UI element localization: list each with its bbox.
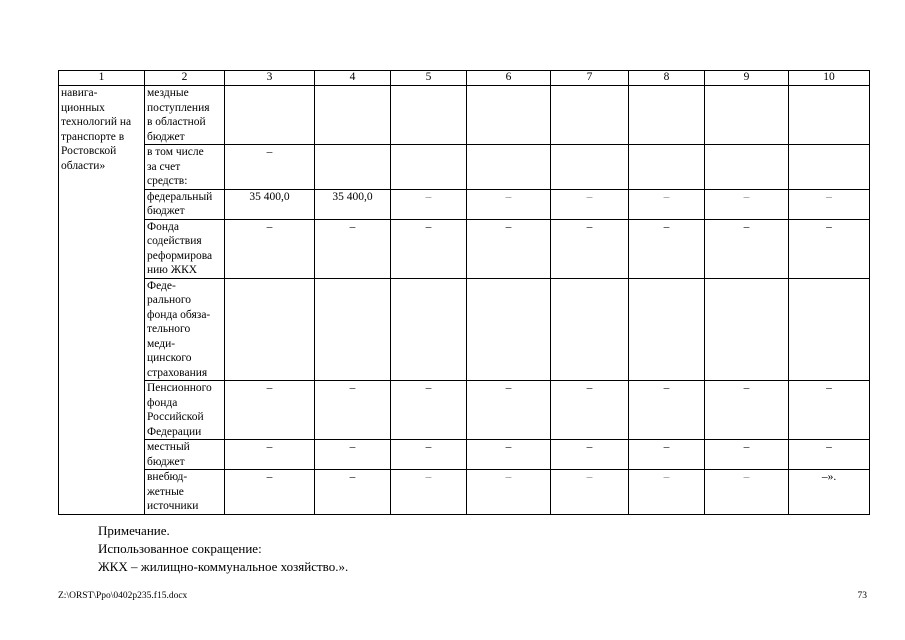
value-cell: – — [629, 381, 705, 440]
value-cell — [467, 86, 551, 145]
value-cell: – — [629, 440, 705, 470]
table-row — [59, 189, 870, 219]
table-row — [59, 381, 870, 440]
value-cell — [225, 86, 315, 145]
value-cell: – — [391, 470, 467, 515]
table-body — [59, 86, 870, 515]
value-cell: – — [551, 189, 629, 219]
value-cell: – — [391, 381, 467, 440]
value-cell: – — [467, 440, 551, 470]
col-header: 5 — [391, 71, 467, 86]
funding-source-label: Фонда содействия реформирова нию ЖКХ — [145, 219, 225, 278]
funding-source-label: мездные поступления в областной бюджет — [145, 86, 225, 145]
funding-source-label: федеральный бюджет — [145, 189, 225, 219]
value-cell: – — [705, 189, 789, 219]
value-cell — [391, 145, 467, 190]
value-cell: – — [467, 189, 551, 219]
value-cell: – — [789, 440, 870, 470]
note-title: Примечание. — [98, 523, 170, 538]
value-cell: – — [467, 381, 551, 440]
col-header: 8 — [629, 71, 705, 86]
value-cell: 35 400,0 — [315, 189, 391, 219]
table-row — [59, 440, 870, 470]
value-cell — [551, 86, 629, 145]
col-header: 9 — [705, 71, 789, 86]
value-cell: – — [629, 470, 705, 515]
value-cell — [315, 145, 391, 190]
footer-file-path: Z:\ORST\Ppo\0402p235.f15.docx — [58, 591, 188, 601]
footer-page-number: 73 — [857, 591, 867, 601]
value-cell: – — [551, 219, 629, 278]
table-row — [59, 219, 870, 278]
value-cell — [629, 278, 705, 381]
value-cell — [789, 278, 870, 381]
value-cell: – — [391, 219, 467, 278]
value-cell: – — [315, 470, 391, 515]
value-cell — [789, 145, 870, 190]
col-header: 2 — [145, 71, 225, 86]
col-header: 6 — [467, 71, 551, 86]
value-cell: – — [551, 440, 629, 470]
value-cell: 35 400,0 — [225, 189, 315, 219]
value-cell: – — [705, 440, 789, 470]
note-abbreviation-heading: Использованное сокращение: — [98, 541, 262, 556]
value-cell: – — [705, 381, 789, 440]
value-cell — [467, 278, 551, 381]
value-cell — [391, 278, 467, 381]
value-cell — [705, 145, 789, 190]
value-cell: – — [225, 440, 315, 470]
value-cell: – — [467, 219, 551, 278]
value-cell — [391, 86, 467, 145]
col-header: 4 — [315, 71, 391, 86]
value-cell: – — [551, 381, 629, 440]
table-row — [59, 278, 870, 381]
note-abbreviation-definition: ЖКХ – жилищно-коммунальное хозяйство.». — [98, 559, 349, 574]
value-cell — [705, 278, 789, 381]
funding-source-label: в том числе за счет средств: — [145, 145, 225, 190]
value-cell — [551, 278, 629, 381]
value-cell: – — [467, 470, 551, 515]
value-cell — [225, 278, 315, 381]
funding-source-label: местный бюджет — [145, 440, 225, 470]
value-cell: – — [629, 189, 705, 219]
funding-source-label: внебюд- жетные источники — [145, 470, 225, 515]
header-row — [59, 71, 870, 86]
value-cell — [551, 145, 629, 190]
value-cell: – — [789, 189, 870, 219]
table-row — [59, 470, 870, 515]
value-cell: – — [225, 145, 315, 190]
table-row — [59, 86, 870, 145]
table-row — [59, 145, 870, 190]
value-cell — [629, 86, 705, 145]
value-cell: – — [225, 219, 315, 278]
value-cell — [315, 278, 391, 381]
value-cell: – — [629, 219, 705, 278]
value-cell — [467, 145, 551, 190]
col-header: 7 — [551, 71, 629, 86]
budget-table — [58, 70, 870, 515]
value-cell: – — [551, 470, 629, 515]
value-cell: – — [705, 219, 789, 278]
value-cell: – — [225, 381, 315, 440]
value-cell: – — [789, 219, 870, 278]
value-cell: –». — [789, 470, 870, 515]
col-header: 3 — [225, 71, 315, 86]
value-cell — [315, 86, 391, 145]
value-cell: – — [391, 440, 467, 470]
value-cell: – — [789, 381, 870, 440]
value-cell — [629, 145, 705, 190]
value-cell: – — [315, 440, 391, 470]
col-header: 10 — [789, 71, 870, 86]
value-cell — [705, 86, 789, 145]
funding-source-label: Пенсионного фонда Российской Федерации — [145, 381, 225, 440]
value-cell: – — [315, 219, 391, 278]
value-cell: – — [225, 470, 315, 515]
funding-source-label: Феде- рального фонда обяза- тельного меди- цинского страхования — [145, 278, 225, 381]
col-header: 1 — [59, 71, 145, 86]
program-name-cell: навига- ционных технологий на транспорте в Ростовской области» — [59, 86, 145, 515]
value-cell: – — [315, 381, 391, 440]
value-cell: – — [391, 189, 467, 219]
value-cell — [789, 86, 870, 145]
value-cell: – — [705, 470, 789, 515]
